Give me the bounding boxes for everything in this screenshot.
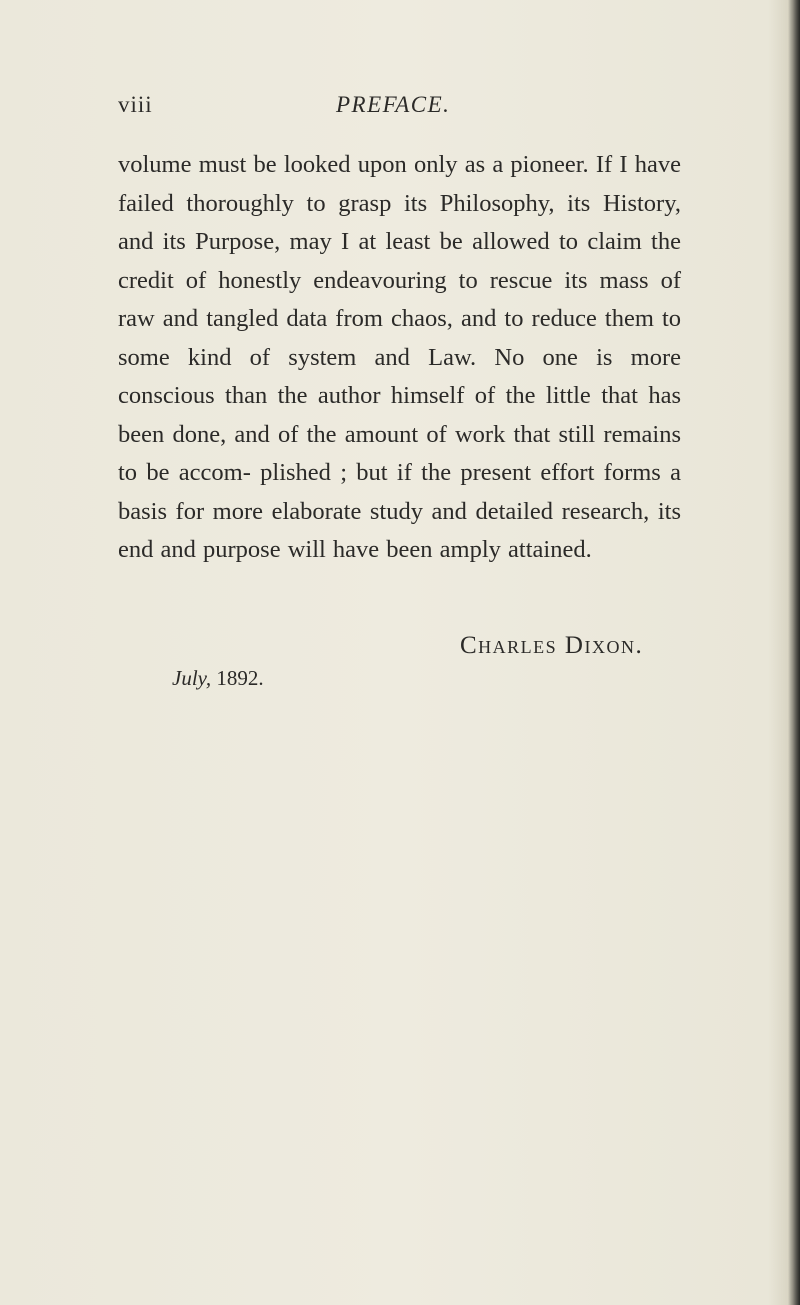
dateline <box>172 666 264 691</box>
dateline-year: 1892. <box>216 666 264 690</box>
page-header <box>118 92 678 132</box>
running-title: PREFACE. <box>336 92 451 117</box>
author-signature: Charles Dixon. <box>460 632 644 659</box>
dateline-month: July, <box>172 666 212 690</box>
page-edge-shadow <box>788 0 800 1305</box>
body-paragraph: volume must be looked upon only as a pioneer. If I have failed thoroughly to grasp its Philosophy, its History, and its Purpose, may I at least be allowed to claim the credit of honestly endeavouring to rescue its mass of raw and tangled data from chaos, and to reduce them to some kind of system and Law. No one is more conscious than the author himself of the little that has been done, and of the amount of work that still remains to be accom- plished ; but if the present effort forms a basis for more elaborate study and detailed research, its end and purpose will have been amply attained. <box>118 151 681 563</box>
page-number: viii <box>118 92 153 117</box>
